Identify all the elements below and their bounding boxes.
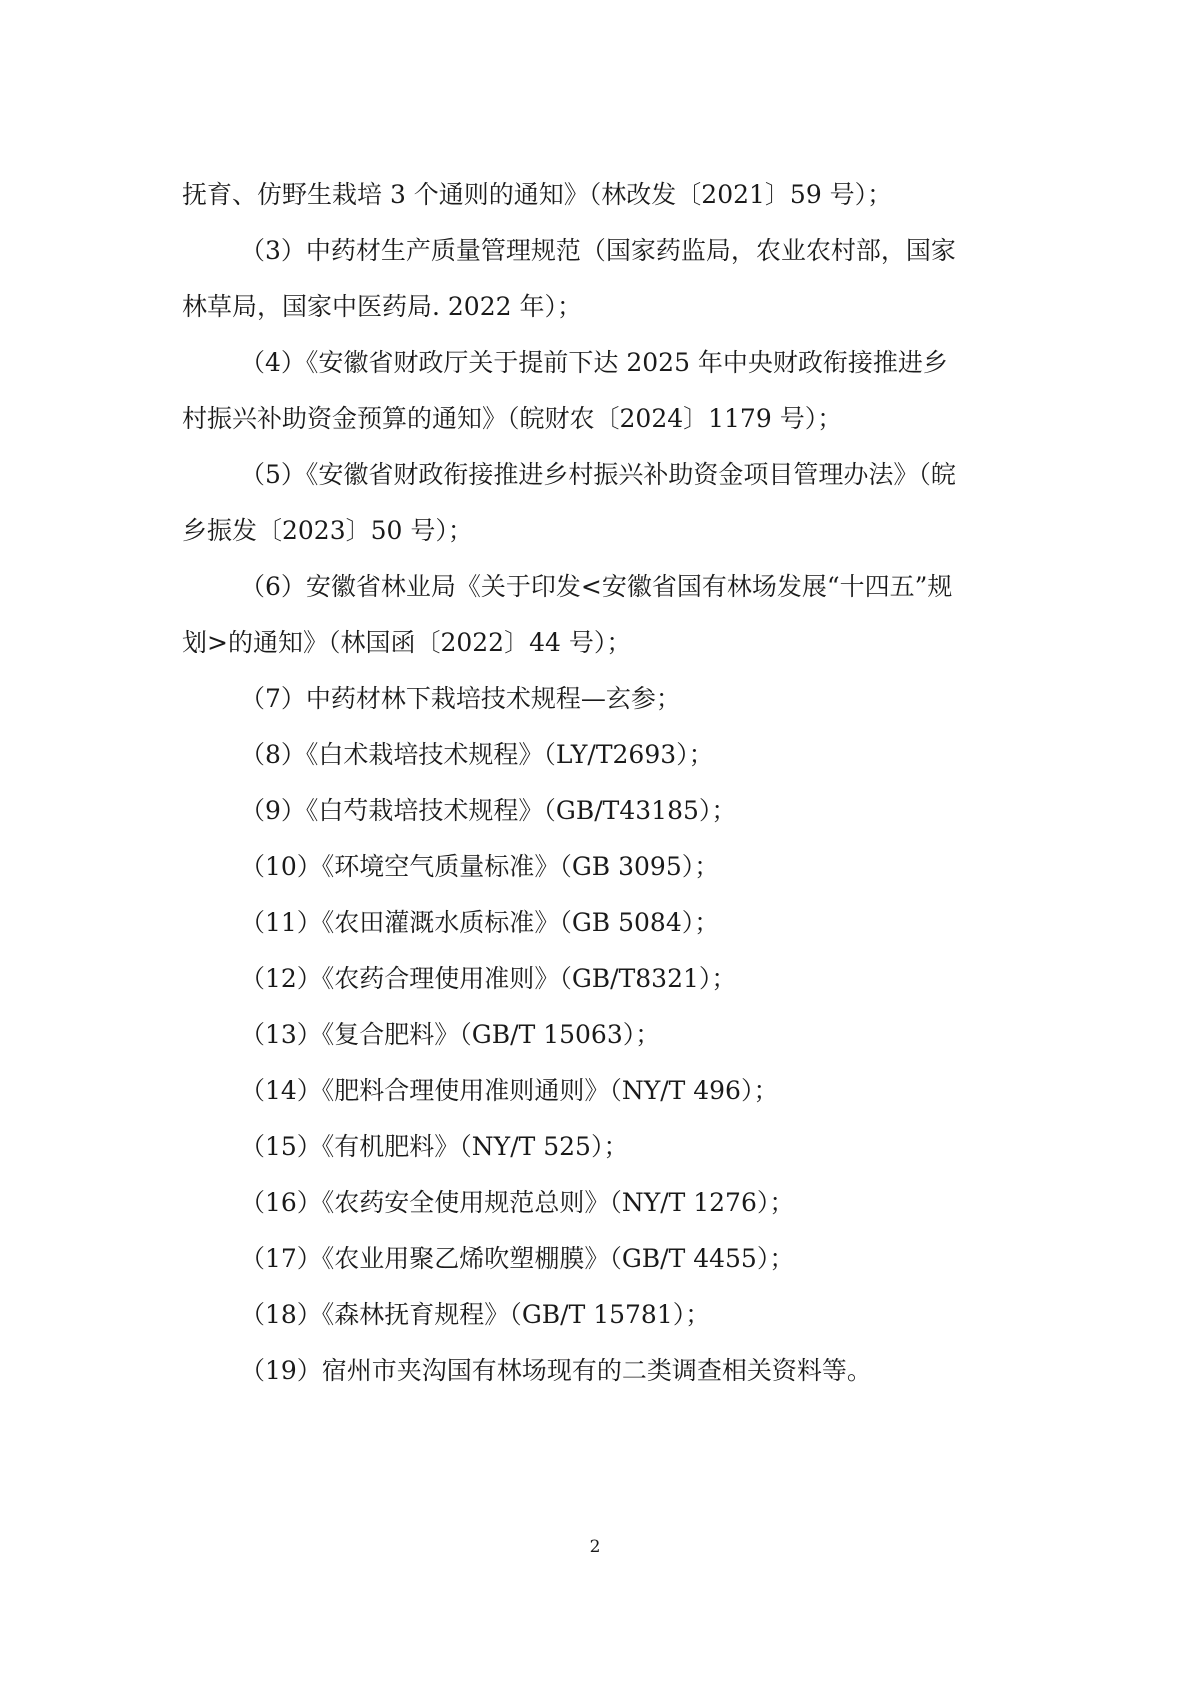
list-item: （13）《复合肥料》（GB/T 15063）；	[240, 1020, 661, 1049]
list-item: （8）《白术栽培技术规程》（LY/T2693）；	[240, 740, 714, 769]
list-item: （11）《农田灌溉水质标准》（GB 5084）；	[240, 908, 720, 937]
text-line: 村振兴补助资金预算的通知》（皖财农〔2024〕1179 号）；	[182, 404, 843, 433]
list-item: （14）《肥料合理使用准则通则》（NY/T 496）；	[240, 1076, 779, 1105]
text-line: 乡振发〔2023〕50 号）；	[182, 516, 473, 545]
list-item: （4）《安徽省财政厅关于提前下达 2025 年中央财政衔接推进乡	[240, 348, 948, 377]
list-item: （16）《农药安全使用规范总则》（NY/T 1276）；	[240, 1188, 795, 1217]
page-number: 2	[589, 1537, 601, 1557]
list-item: （15）《有机肥料》（NY/T 525）；	[240, 1132, 629, 1161]
list-item: （7）中药材林下栽培技术规程—玄参；	[240, 684, 681, 713]
list-item: （9）《白芍栽培技术规程》（GB/T43185）；	[240, 796, 737, 825]
list-item: （10）《环境空气质量标准》（GB 3095）；	[240, 852, 720, 881]
text-line: 划>的通知》（林国函〔2022〕44 号）；	[182, 628, 632, 657]
list-item: （12）《农药合理使用准则》（GB/T8321）；	[240, 964, 737, 993]
text-line: 抚育、仿野生栽培 3 个通则的通知》（林改发〔2021〕59 号）；	[182, 180, 893, 209]
list-item: （19）宿州市夹沟国有林场现有的二类调查相关资料等。	[240, 1356, 872, 1385]
list-item: （18）《森林抚育规程》（GB/T 15781）；	[240, 1300, 711, 1329]
list-item: （17）《农业用聚乙烯吹塑棚膜》（GB/T 4455）；	[240, 1244, 795, 1273]
list-item: （3）中药材生产质量管理规范（国家药监局，农业农村部，国家	[240, 236, 956, 265]
list-item: （6）安徽省林业局《关于印发<安徽省国有林场发展“十四五”规	[240, 572, 953, 601]
list-item: （5）《安徽省财政衔接推进乡村振兴补助资金项目管理办法》（皖	[240, 460, 956, 489]
text-line: 林草局，国家中医药局. 2022 年）；	[182, 292, 582, 321]
